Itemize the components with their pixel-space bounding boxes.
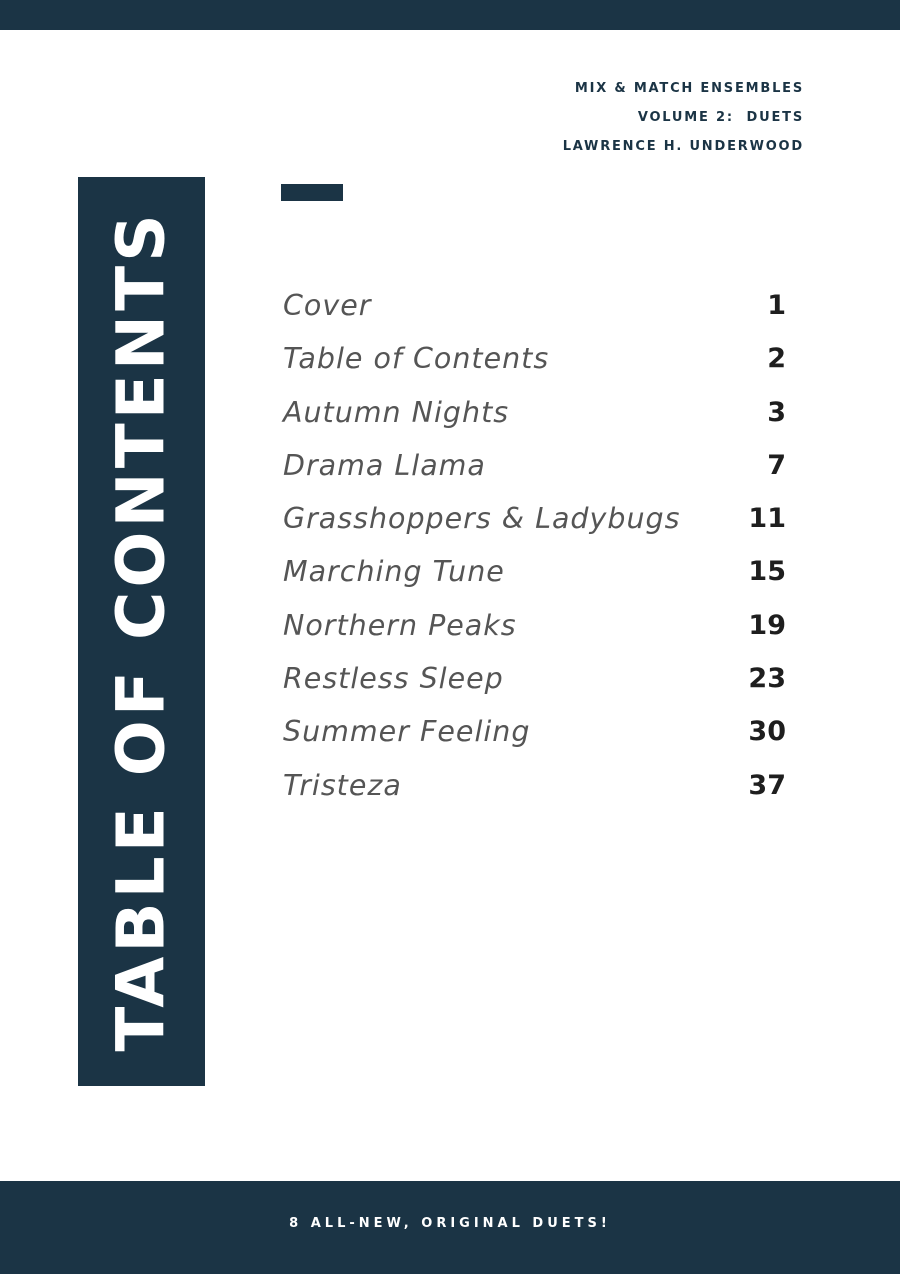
toc-entry-summer-feeling[interactable] bbox=[283, 705, 786, 758]
toc-entry-page: 37 bbox=[748, 769, 786, 801]
toc-entry-title: Table of Contents bbox=[283, 342, 550, 376]
author-name: LAWRENCE H. UNDERWOOD bbox=[562, 139, 804, 154]
toc-entry-page: 3 bbox=[767, 396, 786, 428]
series-title: MIX & MATCH ENSEMBLES bbox=[574, 81, 804, 96]
toc-entry-grasshoppers-ladybugs[interactable] bbox=[283, 492, 786, 545]
toc-entry-northern-peaks[interactable] bbox=[283, 599, 786, 652]
toc-entry-table-of-contents[interactable] bbox=[283, 332, 786, 385]
toc-entry-title: Marching Tune bbox=[283, 555, 505, 589]
toc-entry-page: 30 bbox=[748, 716, 786, 748]
toc-entry-page: 19 bbox=[748, 609, 786, 641]
toc-entry-page: 15 bbox=[748, 556, 786, 588]
toc-entry-title: Northern Peaks bbox=[283, 608, 517, 642]
toc-entry-title: Drama Llama bbox=[283, 448, 486, 482]
toc-entry-title: Restless Sleep bbox=[283, 662, 504, 696]
toc-entry-title: Tristeza bbox=[283, 768, 402, 802]
toc-entry-title: Grasshoppers & Ladybugs bbox=[283, 502, 681, 536]
toc-entry-page: 11 bbox=[748, 503, 786, 535]
footer-tagline: 8 ALL-NEW, ORIGINAL DUETS! bbox=[289, 1216, 611, 1231]
toc-entry-title: Summer Feeling bbox=[283, 715, 531, 749]
toc-entry-autumn-nights[interactable] bbox=[283, 386, 786, 439]
toc-entry-page: 23 bbox=[748, 663, 786, 695]
top-bar bbox=[0, 0, 900, 30]
table-of-contents bbox=[283, 279, 786, 812]
page-title: TABLE OF CONTENTS bbox=[102, 210, 180, 1052]
toc-entry-title: Autumn Nights bbox=[283, 395, 510, 429]
toc-entry-page: 2 bbox=[767, 343, 786, 375]
accent-bar bbox=[281, 184, 343, 201]
toc-entry-title: Cover bbox=[283, 289, 372, 322]
toc-entry-tristeza[interactable] bbox=[283, 759, 786, 812]
toc-entry-marching-tune[interactable] bbox=[283, 545, 786, 598]
toc-entry-restless-sleep[interactable] bbox=[283, 652, 786, 705]
toc-entry-page: 1 bbox=[767, 290, 786, 321]
volume-title: VOLUME 2: DUETS bbox=[637, 110, 804, 125]
toc-entry-drama-llama[interactable] bbox=[283, 439, 786, 492]
toc-entry-page: 7 bbox=[767, 449, 786, 481]
side-title-band bbox=[78, 177, 205, 1086]
header-block bbox=[563, 74, 804, 161]
toc-entry-cover[interactable] bbox=[283, 279, 786, 332]
